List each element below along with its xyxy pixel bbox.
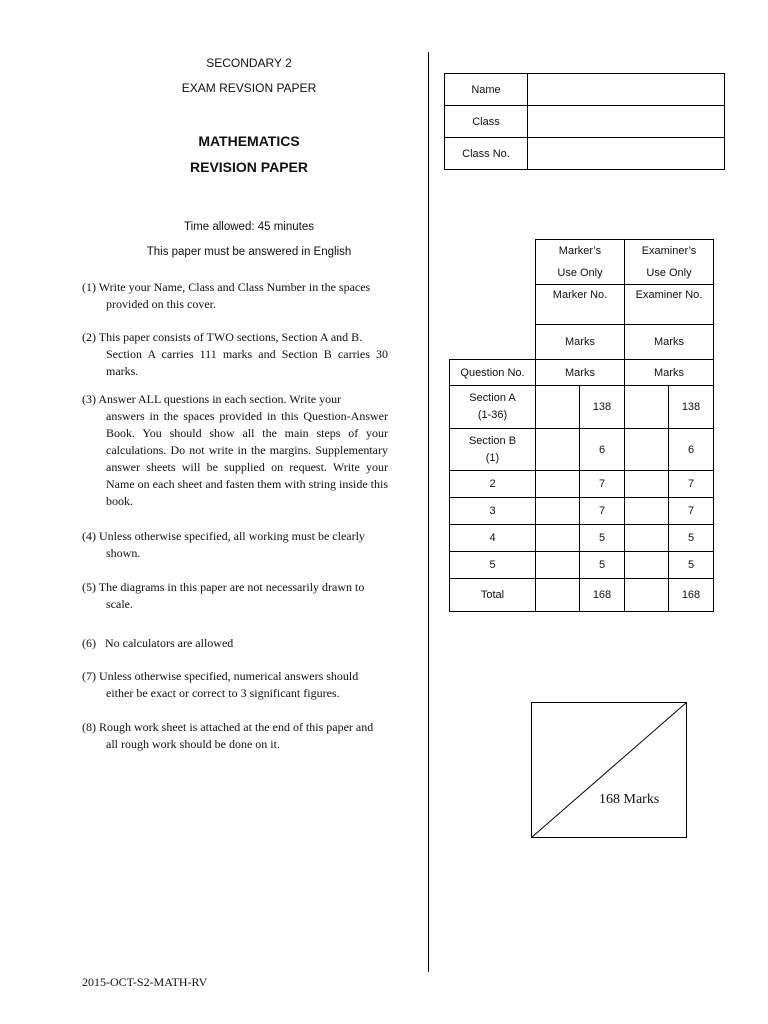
examiner-use-line2: Use Only xyxy=(625,263,714,285)
paper-code: 2015-OCT-S2-MATH-RV xyxy=(82,975,208,989)
examiner-marks-label: Marks xyxy=(625,325,714,360)
marker-mark: 5 xyxy=(580,552,625,579)
marker-mark: 5 xyxy=(580,525,625,552)
examiner-entry[interactable] xyxy=(625,552,669,579)
class-no-field[interactable] xyxy=(528,138,725,170)
marker-entry[interactable] xyxy=(536,579,580,612)
marker-mark: 138 xyxy=(580,386,625,429)
marker-marks-label: Marks xyxy=(536,325,625,360)
name-field[interactable] xyxy=(528,74,725,106)
marker-mark: 6 xyxy=(580,429,625,471)
marker-entry[interactable] xyxy=(536,498,580,525)
examiner-use-line1: Examiner’s xyxy=(625,240,714,263)
instruction-2: (2) This paper consists of TWO sections, Section A and B. Section A carries 111 marks and Section B carries 30 marks. xyxy=(82,330,388,378)
total-marks-label: 168 Marks xyxy=(599,792,660,807)
examiner-mark: 7 xyxy=(669,498,714,525)
instruction-3: (3) Answer ALL questions in each section. Write your answers in the spaces provided in this Question-Answer Book. You should show all the main steps of your calculations. Do not write in the margins. Supplementary answer sheets will be supplied on request. Write your Name on each sheet and fasten them with string inside this book. xyxy=(82,392,388,508)
name-label: Name xyxy=(445,74,528,106)
question-no-header: Question No. xyxy=(450,360,536,386)
marker-marks-header: Marks xyxy=(536,360,625,386)
class-no-label: Class No. xyxy=(445,138,528,170)
question-range: (1) xyxy=(485,451,500,464)
student-info-table xyxy=(444,73,725,170)
examiner-mark: 5 xyxy=(669,525,714,552)
examiner-mark: 138 xyxy=(669,386,714,429)
question-label: 5 xyxy=(450,552,536,579)
table-row xyxy=(450,471,714,498)
examiner-entry[interactable] xyxy=(625,525,669,552)
marker-entry[interactable] xyxy=(536,552,580,579)
instruction-4: (4) Unless otherwise specified, all working must be clearly shown. xyxy=(82,529,365,560)
level-heading: SECONDARY 2 xyxy=(206,56,292,70)
question-range: (1-36) xyxy=(477,409,508,421)
examiner-mark: 7 xyxy=(669,471,714,498)
class-label: Class xyxy=(445,106,528,138)
subject-title: MATHEMATICS xyxy=(198,133,300,149)
table-row xyxy=(450,386,714,429)
marks-table xyxy=(449,239,714,612)
marker-use-line2: Use Only xyxy=(536,263,625,285)
class-field[interactable] xyxy=(528,106,725,138)
marker-mark: 7 xyxy=(580,471,625,498)
instruction-5: (5) The diagrams in this paper are not necessarily drawn to scale. xyxy=(82,580,365,611)
instruction-7: (7) Unless otherwise specified, numerical answers should either be exact or correct to 3 significant figures. xyxy=(82,669,359,700)
total-label: Total xyxy=(450,579,536,612)
examiner-total: 168 xyxy=(669,579,714,612)
examiner-entry[interactable] xyxy=(625,498,669,525)
time-allowed: Time allowed: 45 minutes xyxy=(184,221,314,233)
marker-entry[interactable] xyxy=(536,525,580,552)
examiner-entry[interactable] xyxy=(625,386,669,429)
examiner-mark: 6 xyxy=(669,429,714,471)
table-row xyxy=(450,525,714,552)
instruction-1: (1) Write your Name, Class and Class Number in the spaces provided on this cover. xyxy=(82,280,371,311)
examiner-marks-header: Marks xyxy=(625,360,714,386)
examiner-mark: 5 xyxy=(669,552,714,579)
instruction-6: (6) No calculators are allowed xyxy=(82,636,234,650)
examiner-no-label: Examiner No. xyxy=(625,285,714,325)
paper-type-heading: EXAM REVSION PAPER xyxy=(181,81,317,95)
question-label: Section B xyxy=(468,434,517,447)
page-divider xyxy=(428,52,429,972)
paper-title: REVISION PAPER xyxy=(190,159,308,175)
diagonal-box-graphic xyxy=(531,702,687,838)
marker-use-line1: Marker’s xyxy=(536,240,625,263)
examiner-entry[interactable] xyxy=(625,471,669,498)
question-label: 2 xyxy=(450,471,536,498)
table-row xyxy=(450,552,714,579)
marker-mark: 7 xyxy=(580,498,625,525)
marker-entry[interactable] xyxy=(536,471,580,498)
question-label: Section A xyxy=(469,392,516,404)
language-note: This paper must be answered in English xyxy=(146,246,352,258)
table-row xyxy=(450,498,714,525)
marker-entry[interactable] xyxy=(536,429,580,471)
question-label: 4 xyxy=(450,525,536,552)
marker-entry[interactable] xyxy=(536,386,580,429)
instruction-8: (8) Rough work sheet is attached at the end of this paper and all rough work should be done on it. xyxy=(82,720,374,751)
marker-total: 168 xyxy=(580,579,625,612)
question-label: 3 xyxy=(450,498,536,525)
examiner-entry[interactable] xyxy=(625,429,669,471)
table-row-total xyxy=(450,579,714,612)
marker-no-label: Marker No. xyxy=(536,285,625,325)
table-row xyxy=(450,429,714,471)
total-marks-box xyxy=(531,702,687,838)
examiner-entry[interactable] xyxy=(625,579,669,612)
